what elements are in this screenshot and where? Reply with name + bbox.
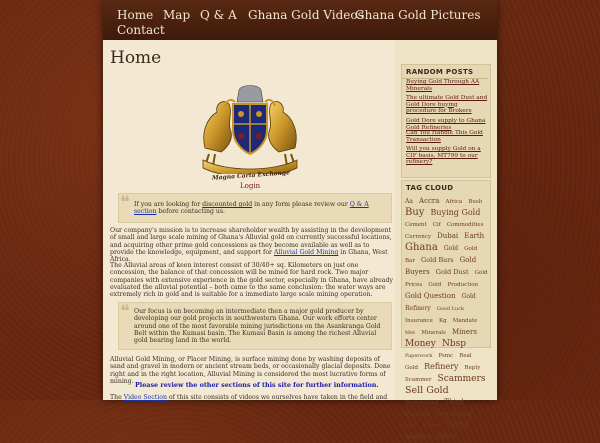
alluvial-areas-paragraph: The Alluvial areas of keen interest consist of 30/40+ sq. Kilometers on just one concession, the balance of that concession will be mined for hard rock. Two major companies with extensive experience in the gold sector, especially in Ghana, have already evaluated the alluvial potential – both came to the same conclusion: the water ways are extremely rich in gold and is suitable for a immediate large scale mining operation. xyxy=(110,262,393,299)
tag-link[interactable]: Wheat xyxy=(422,423,441,429)
quote-mark-icon: ❝ xyxy=(120,192,130,213)
review-sections-note: Please review the other sections of this site for further information. xyxy=(135,381,379,389)
mission-text: Our company's mission is to increase shareholder wealth by assisting in the development of small and large scale mining of Ghana's Alluvial gold on currently successful locations, and acquiring other prime gold concessions as they become available as well as to provide the knowledge, equipment, and support for xyxy=(110,227,392,256)
nav-map[interactable]: Map xyxy=(163,8,191,22)
quote1-text-post: before contacting us. xyxy=(156,208,225,216)
tag-link[interactable]: Scammers xyxy=(437,374,486,384)
video-section-paragraph xyxy=(110,394,394,401)
tag-link[interactable]: Money xyxy=(405,339,436,349)
logo-banner-text: Magna Carta Exchange xyxy=(211,169,291,182)
tag-link[interactable]: Paperwork xyxy=(405,353,433,359)
tag-link[interactable]: Aa xyxy=(405,198,413,205)
video-section-link[interactable]: Video Section xyxy=(123,394,167,401)
tag-cloud-heading: TAG CLOUD xyxy=(406,184,454,192)
tag-link[interactable]: Accra xyxy=(419,197,440,205)
nav-home[interactable]: Home xyxy=(117,8,154,22)
tag-link[interactable]: Gold Bars xyxy=(421,256,454,264)
tag-link[interactable]: Gold Refinery xyxy=(405,293,476,312)
tag-link[interactable]: Cement xyxy=(405,222,427,228)
quote-discounted-gold xyxy=(134,201,386,216)
tag-link[interactable]: Dubai xyxy=(437,232,459,240)
magna-carta-logo xyxy=(197,82,303,174)
tag-link[interactable]: Kg xyxy=(438,318,447,324)
tag-link[interactable]: Price xyxy=(436,433,456,441)
placer-mining-paragraph: Alluvial Gold Mining, or Placer Mining, is surface mining done by washing deposits of sand and gravel in modern or ancient stream beds, or occasionally glacial deposits. Done right and in the right location, Alluvial Mining is considered the most lucrative forms of mining. xyxy=(110,356,391,385)
tag-link[interactable]: Met xyxy=(405,330,416,336)
tag-link[interactable]: Reply xyxy=(464,365,481,371)
tag-link[interactable]: Refinery xyxy=(424,362,459,371)
tag-link[interactable]: Mandate xyxy=(452,318,478,324)
login-link[interactable]: Login xyxy=(240,182,261,190)
tag-link[interactable]: Ghana xyxy=(405,242,438,253)
tag-link[interactable]: Currency xyxy=(405,234,431,240)
tag-link[interactable]: Sell Gold xyxy=(405,385,449,396)
tag-link[interactable]: Gold xyxy=(405,365,418,371)
tag-link[interactable]: Gold xyxy=(443,245,459,252)
tag-link[interactable]: Nbsp xyxy=(441,339,466,349)
focus-quote: Our focus is on becoming an intermediate then a major gold producer by developing our gold projects in southwestern Ghana. Our work efforts center around one of the most favorable mining jurisdictions on the Asankranga Gold Belt within the Kumasi basin. The Kumasi Basin is among the richest Alluvial gold bearing land in the world. xyxy=(134,308,381,345)
video-text-pre: The xyxy=(110,394,124,401)
nav-qa[interactable]: Q & A xyxy=(200,8,237,22)
tag-link[interactable]: Gold xyxy=(428,282,442,288)
mission-text-post: in Ghana, West Africa. xyxy=(110,248,388,264)
tag-link[interactable]: Good Luck xyxy=(436,306,465,312)
mission-paragraph xyxy=(110,227,394,263)
tag-link[interactable]: Gold Question xyxy=(405,292,456,300)
random-post-item[interactable]: Can You Handle This Gold Transaction xyxy=(406,130,483,143)
tag-link[interactable]: Commodities xyxy=(446,222,484,228)
tag-link[interactable]: Top Dollar xyxy=(435,410,473,418)
tag-link[interactable]: Gold Dust xyxy=(435,268,469,276)
tag-link[interactable]: Miners xyxy=(451,328,477,336)
tag-link[interactable]: Bush xyxy=(468,199,483,205)
quote1-text-pre: If you are looking for xyxy=(134,201,203,208)
tag-link[interactable]: Psmc xyxy=(438,353,454,359)
tag-link[interactable]: Scammer xyxy=(405,377,432,383)
alluvial-gold-mining-link[interactable]: Alluvial Gold Mining xyxy=(273,248,339,256)
tag-cloud xyxy=(405,194,489,441)
tag-link[interactable]: Third Parties xyxy=(405,398,464,418)
tag-link[interactable]: Switzerland xyxy=(405,400,439,406)
tag-link[interactable]: Gold Prices xyxy=(405,270,488,288)
tag-link[interactable]: Africa xyxy=(445,199,463,205)
random-post-item[interactable]: Gold Dore supply to Ghana Gold Refineries xyxy=(406,118,486,131)
random-post-item[interactable]: Will you supply Gold on a CIF basis, MT799 to our refinery? xyxy=(406,146,481,166)
tag-link[interactable]: Buying Gold xyxy=(430,208,481,217)
quote-mark-icon: ❝ xyxy=(120,301,130,322)
tag-link[interactable]: Buy xyxy=(405,207,425,218)
tag-link[interactable]: Cif xyxy=(432,222,441,228)
tag-link[interactable]: Real xyxy=(459,353,472,359)
tag-link[interactable]: Earth xyxy=(464,232,485,240)
tag-link[interactable]: Minerals xyxy=(421,330,446,336)
random-post-item[interactable]: The ultimate Gold Dust and Gold Dore buying procedure for Brokers xyxy=(406,95,488,115)
tag-link[interactable]: World Market xyxy=(405,421,468,441)
random-posts-heading: RANDOM POSTS xyxy=(406,68,474,76)
video-text-post: of this site consists of videos we ourselves have taken in the field and xyxy=(166,394,388,401)
random-post-item[interactable]: Buying Gold Through AA Minerals xyxy=(406,79,480,92)
tag-link[interactable]: Gold Bar xyxy=(405,246,478,264)
discounted-gold-link[interactable]: discounted gold xyxy=(202,201,253,208)
nav-ghana-gold-pictures[interactable]: Ghana Gold Pictures xyxy=(355,8,481,22)
quote1-text-mid: in any form please review our xyxy=(252,201,350,208)
tag-link[interactable]: Visa xyxy=(405,423,417,429)
main-nav xyxy=(103,0,497,40)
tag-link[interactable]: Insurance xyxy=(405,318,433,324)
tag-link[interactable]: Production xyxy=(447,282,479,288)
nav-contact[interactable]: Contact xyxy=(117,23,165,37)
page-title: Home xyxy=(110,48,162,68)
tag-link[interactable]: Gold Buyers xyxy=(405,256,477,276)
nav-ghana-gold-videos[interactable]: Ghana Gold Videos xyxy=(248,8,364,22)
qa-section-link[interactable]: Q & A section xyxy=(134,201,369,216)
